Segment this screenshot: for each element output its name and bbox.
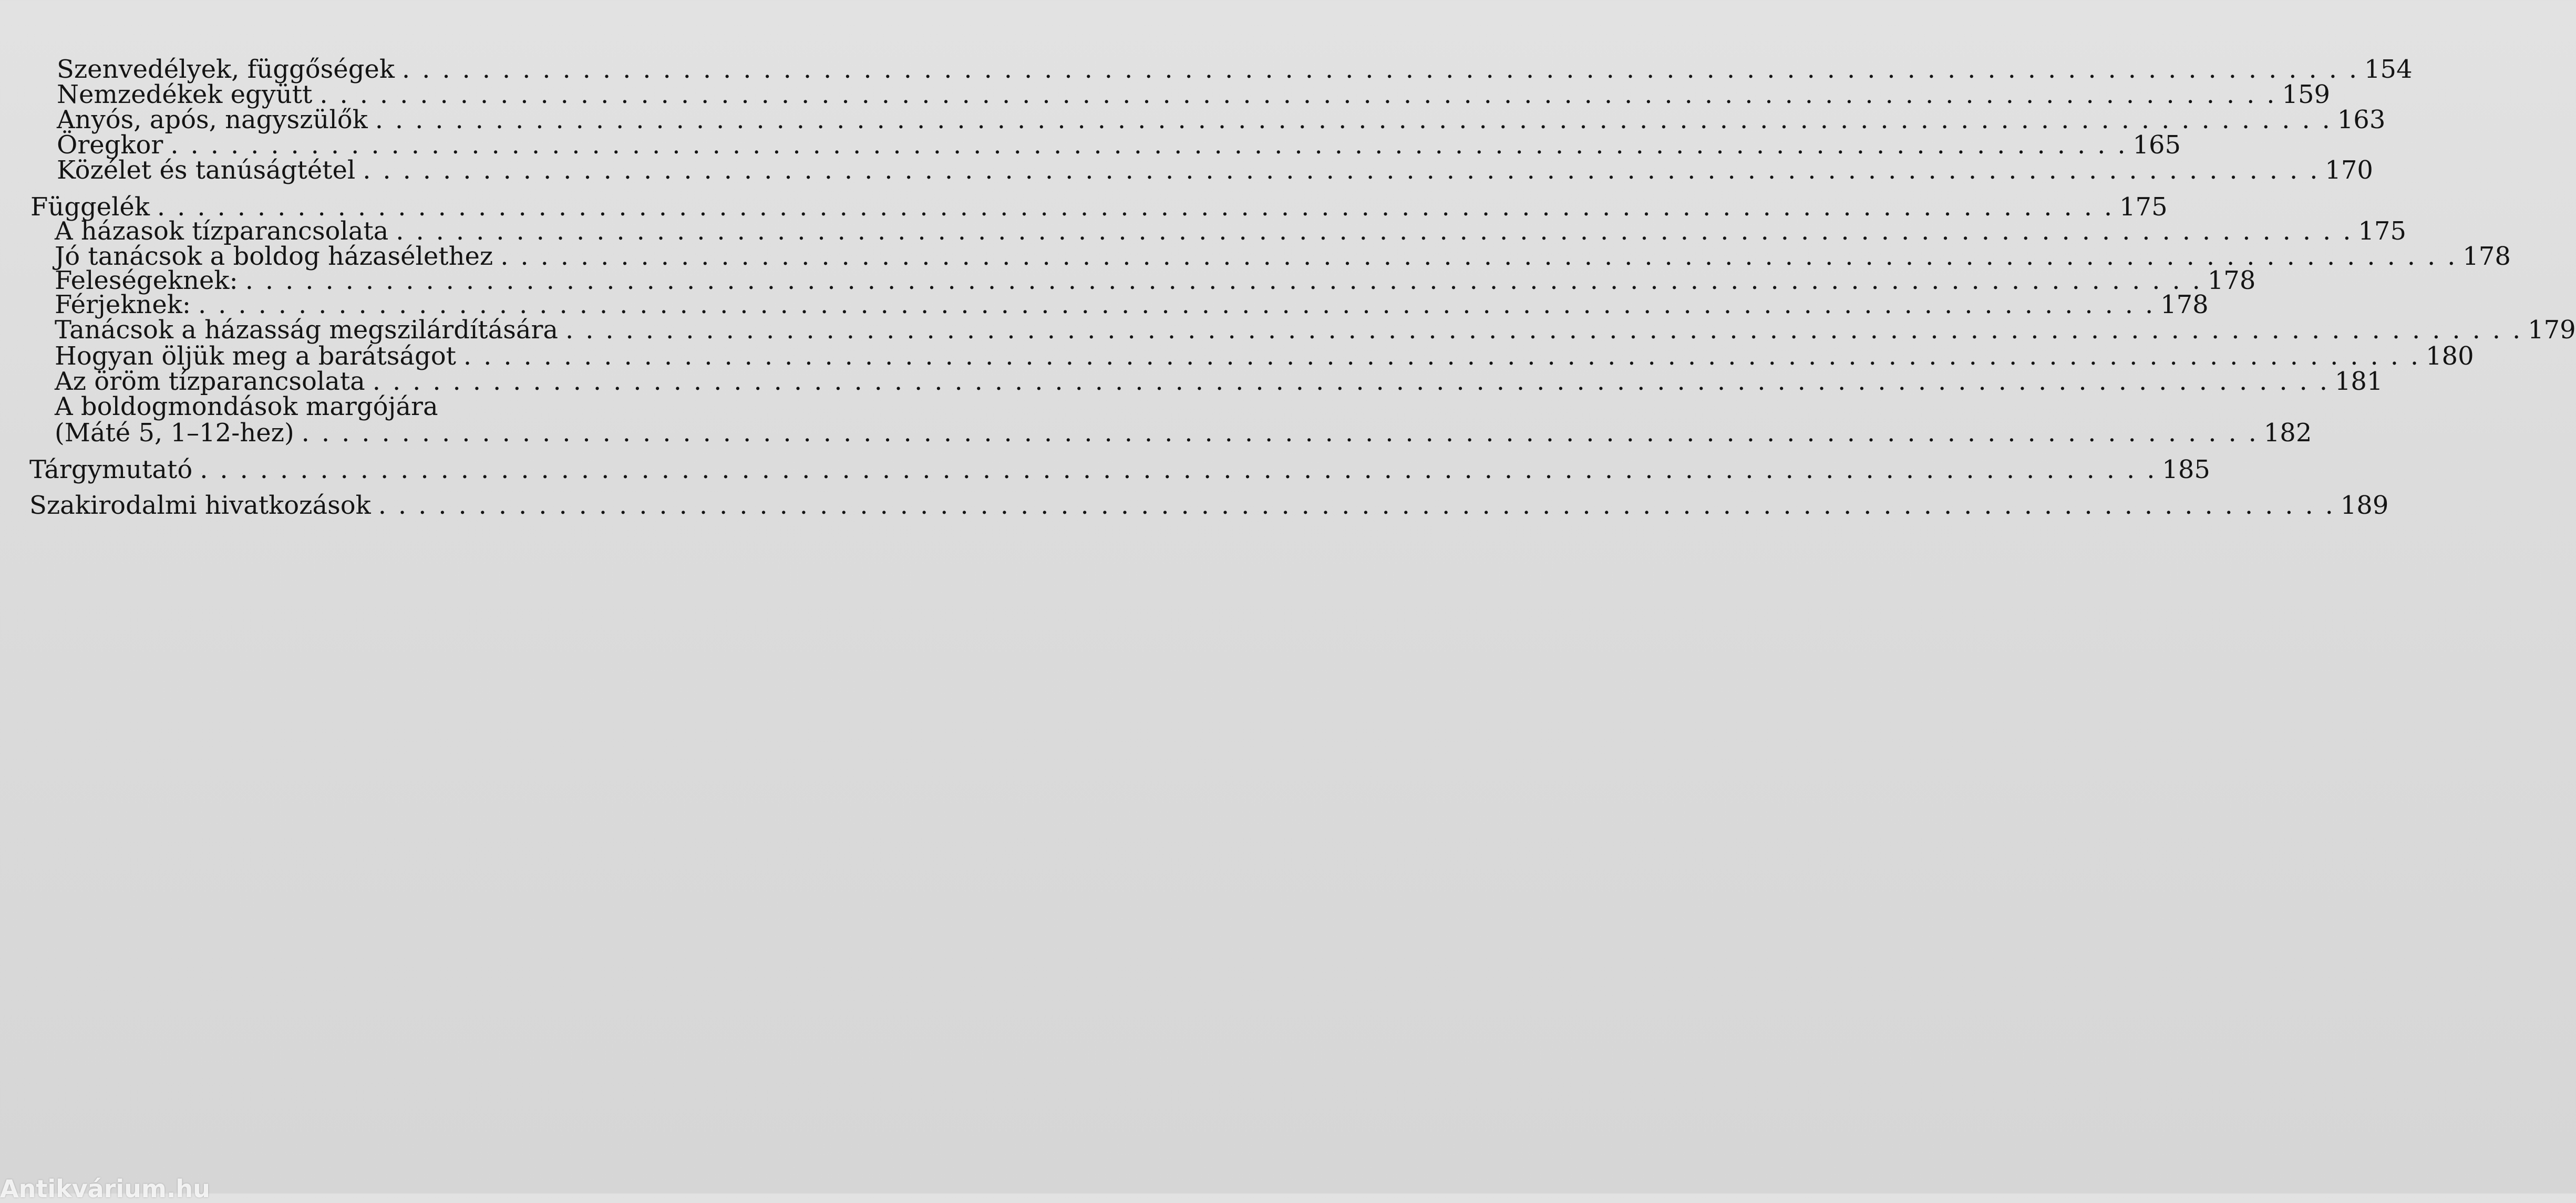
toc-entry-label: Tárgymutató [29,455,193,484]
toc-entry-label: A házasok tízparancsolata [55,216,389,246]
toc-entry [29,491,2389,520]
toc-entry [55,315,2576,345]
dot-leader [371,491,2335,520]
toc-entry-label: Az öröm tízparancsolata [55,367,365,396]
toc-entry-page: 170 [2325,155,2373,185]
toc-entry-label-line1: A boldogmondások margójára [55,392,438,421]
toc-entry-page: 185 [2162,455,2210,484]
toc-entry-page: 182 [2263,418,2312,448]
watermark: Antikvárium.hu [0,1175,210,1203]
toc-entry-label: Függelék [30,192,150,222]
toc-entry-label: Anyós, após, nagyszülők [57,105,368,134]
toc-entry-page: 180 [2426,341,2474,371]
toc-entry-page: 181 [2334,367,2383,396]
toc-entry-page: 165 [2132,130,2181,160]
toc-entry-label: Szakirodalmi hivatkozások [29,491,371,520]
toc-entry-page: 163 [2337,105,2386,134]
toc-entry [57,155,2373,185]
toc-entry-label: Hogyan öljük meg a barátságot [55,341,456,371]
toc-entry [29,455,2210,484]
toc-entry-label: Közélet és tanúságtétel [57,155,356,185]
toc-entry-label: Tanácsok a házasság megszilárdítására [55,315,559,345]
toc-entry-page: 178 [2207,266,2256,295]
toc-entry-label: (Máté 5, 1–12-hez) [55,418,294,448]
toc-entry-page: 178 [2160,290,2209,319]
toc-entry-page: 189 [2340,491,2389,520]
toc-entry [55,418,2312,448]
toc-entry-label: Feleségeknek: [55,266,238,295]
toc-entry-page: 175 [2119,192,2168,222]
dot-leader [294,418,2259,448]
toc-entry-page: 154 [2364,55,2413,84]
dot-leader [355,155,2320,185]
toc-entry-page: 179 [2528,315,2576,345]
toc-entry-label: Férjeknek: [55,290,191,319]
dot-leader [558,315,2522,345]
toc-entry-page: 175 [2358,216,2406,246]
toc-entry-page: 178 [2462,242,2511,271]
toc-entry-label: Jó tanácsok a boldog házasélethez [55,242,493,271]
dot-leader [192,455,2157,484]
toc-entry-page: 159 [2282,80,2331,109]
toc-entry-label: Öregkor [57,130,163,160]
toc-entry-label: Szenvedélyek, függőségek [57,55,395,84]
dot-leader [365,367,2330,396]
toc-entry-label: Nemzedékek együtt [57,80,313,109]
